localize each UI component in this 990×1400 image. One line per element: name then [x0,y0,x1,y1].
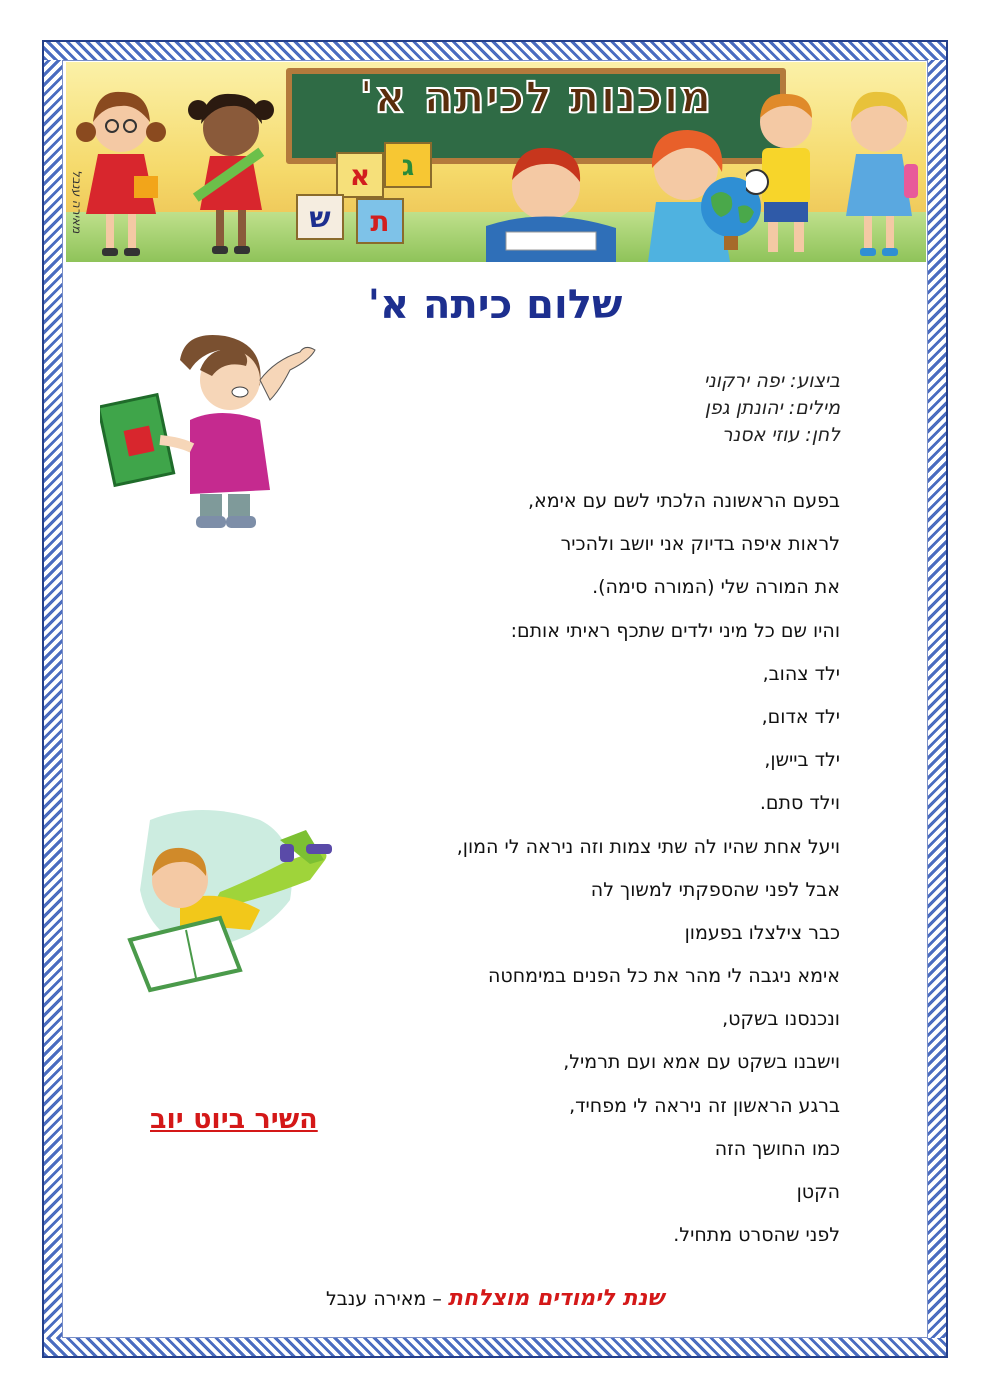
lyric-line: בפעם הראשונה הלכתי לשם עם אימא, [527,490,840,512]
song-credits [704,368,840,449]
boy-ball-illustration [746,86,826,262]
footer-separator: – [432,1288,442,1310]
lyric-line: הקטן [796,1181,840,1203]
letter-block-4: ש [296,194,344,240]
girl-glasses-illustration [76,84,166,262]
banner-artist-signature: מאירה ענבל [70,170,84,234]
lyric-line: כבר צילצלו בפעמון [684,921,840,944]
girl-pencil-illustration [186,88,276,262]
girl-singing-illustration [100,330,330,540]
lyric-line: וישבנו בשקט עם אמא ועם תרמיל, [563,1051,840,1074]
girl-waving-illustration [834,84,924,262]
boy-reading-illustration [110,800,340,1000]
lyric-line: ויעל אחת שהיו לה שתי צמות וזה ניראה לי המון, [456,835,840,858]
lyric-line: ילד צהוב, [762,662,840,685]
lyric-line: לפני שהסרט מתחיל. [673,1224,840,1247]
lyric-line: את המורה שלי (המורה סימה). [592,576,840,599]
letter-block-3: ת [356,198,404,244]
lyric-line: אבל לפני שהספקתי למשוך לה [590,878,840,901]
credit-lyrics: מילים: יהונתן גפן [704,397,840,419]
lyric-line: אימא ניגבה לי מהר את כל הפנים במימחטה [488,965,840,988]
lyric-line: ילד אדום, [761,705,840,728]
footer-author: מאירה ענבל [326,1288,427,1310]
banner-title: מוכנות לכיתה א' [359,72,713,123]
header-banner [66,62,926,262]
credit-performer: ביצוע: יפה ירקוני [703,370,840,392]
lyric-line: וילד סתם. [759,792,840,815]
letter-block-2: א [336,152,384,198]
lyric-line: ברגע הראשון זה ניראה לי מפחיד, [569,1094,840,1117]
lyric-line: ילד ביישן, [764,749,840,772]
footer-wish: שנת לימודים מוצלחת [447,1286,664,1311]
boy-reading-banner-illustration [466,136,636,262]
lyric-line: ונכנסנו בשקט, [722,1008,840,1031]
song-lyrics [457,486,840,1263]
youtube-song-link[interactable]: השיר ביוט יוב [150,1104,318,1135]
page-title: שלום כיתה א' [367,282,623,328]
letter-block-1: ג [384,142,432,188]
lyric-line: והיו שם כל מיני ילדים שתכף ראיתי אותם: [510,619,840,642]
lyric-line: לראות איפה בדיוק אני יושב ולהכיר [560,533,840,556]
lyric-line: כמו החושך הזה [714,1137,840,1160]
credit-music: לחן: עוזי אסנר [721,424,840,446]
footer [0,1286,990,1311]
